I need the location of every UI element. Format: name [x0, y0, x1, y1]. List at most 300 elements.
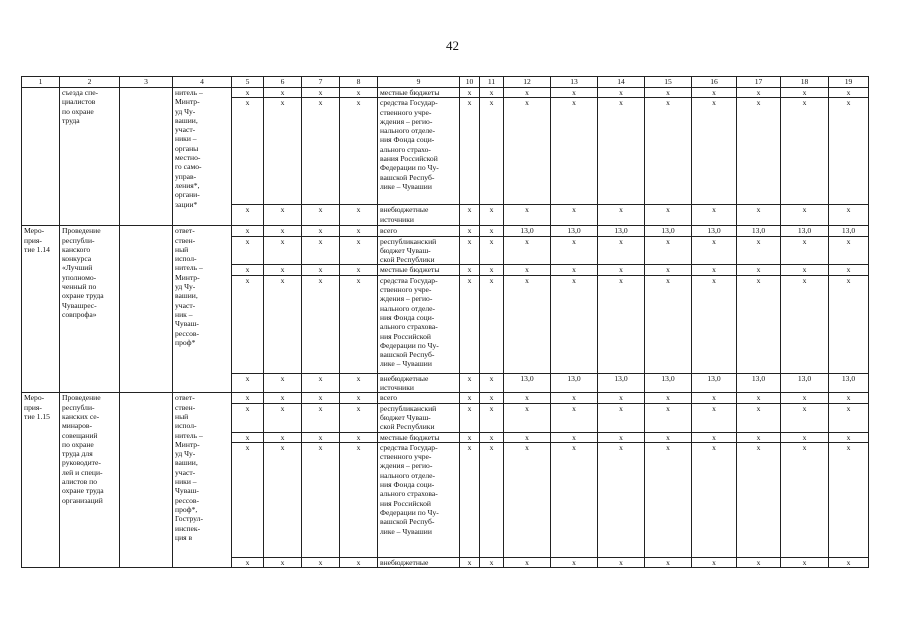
- value-cell-text: x: [356, 265, 361, 275]
- value-cell: [302, 236, 340, 265]
- value-cell-text: x: [712, 432, 716, 442]
- value-cell-text: x: [318, 432, 323, 442]
- value-cell: [737, 265, 781, 275]
- value-cell-text: x: [467, 98, 472, 108]
- value-cell-text: x: [802, 393, 807, 403]
- column-number: 18: [781, 77, 829, 88]
- column-number: 16: [692, 77, 737, 88]
- value-cell-text: x: [280, 393, 285, 403]
- funding-source-text: внебюджетные: [380, 557, 429, 567]
- value-cell: [829, 442, 869, 557]
- value-cell: [645, 393, 692, 403]
- value-cell: [264, 373, 302, 393]
- value-cell-text: x: [356, 275, 361, 285]
- value-cell-text: x: [489, 442, 494, 452]
- value-cell-text: x: [666, 88, 670, 97]
- value-cell: [781, 88, 829, 98]
- value-cell-text: x: [525, 88, 529, 97]
- value-cell: [302, 403, 340, 432]
- value-cell-text: x: [666, 557, 670, 567]
- value-cell-text: x: [802, 98, 807, 108]
- value-cell: [692, 373, 737, 393]
- value-cell: [232, 403, 264, 432]
- value-cell: [460, 557, 480, 567]
- value-cell: [340, 393, 378, 403]
- value-cell: [232, 393, 264, 403]
- value-cell-text: x: [525, 432, 529, 442]
- value-cell-text: x: [712, 403, 716, 413]
- value-cell: [598, 265, 645, 275]
- value-cell-text: 13,0: [751, 226, 766, 236]
- value-cell-text: x: [489, 265, 494, 275]
- value-cell-text: x: [318, 265, 323, 275]
- executor-text: ответ- ствен- ный испол- нитель – Минтр- уд Чу- вашии, участ- ник – Чуваш- рессов- проф*: [175, 226, 203, 347]
- value-cell-text: x: [318, 236, 323, 246]
- value-cell: [302, 393, 340, 403]
- value-cell: [480, 442, 504, 557]
- value-cell-text: x: [666, 275, 670, 285]
- value-cell-text: x: [467, 236, 472, 246]
- value-cell: [340, 205, 378, 226]
- value-cell: [264, 236, 302, 265]
- value-cell: [460, 265, 480, 275]
- column-number: 5: [232, 77, 264, 88]
- value-cell: [340, 226, 378, 236]
- value-cell: [551, 98, 598, 205]
- value-cell-text: x: [280, 98, 285, 108]
- value-cell-text: x: [802, 403, 807, 413]
- value-cell-text: x: [467, 265, 472, 275]
- column-number: 12: [504, 77, 551, 88]
- value-cell: [480, 432, 504, 442]
- value-cell-text: x: [802, 88, 807, 97]
- value-cell-text: x: [489, 275, 494, 285]
- value-cell: [829, 236, 869, 265]
- value-cell-text: x: [280, 236, 285, 246]
- value-cell: [598, 236, 645, 265]
- value-cell: [598, 442, 645, 557]
- activity-name: [60, 88, 120, 226]
- value-cell-text: x: [356, 557, 361, 567]
- value-cell-text: 13,0: [707, 373, 721, 383]
- value-cell: [504, 275, 551, 373]
- value-cell: [598, 373, 645, 393]
- value-cell: [829, 265, 869, 275]
- activity-name-text: Проведение республи- канских се- минаров- совещаний по охране труда для руководите- лей и специ- алистов по охране труда организаций: [62, 393, 104, 505]
- value-cell-text: x: [356, 373, 361, 383]
- value-cell: [598, 88, 645, 98]
- value-cell: [737, 442, 781, 557]
- value-cell: [737, 205, 781, 226]
- value-cell: [598, 98, 645, 205]
- value-cell: [737, 557, 781, 567]
- value-cell-text: x: [467, 403, 472, 413]
- value-cell: [264, 226, 302, 236]
- value-cell-text: x: [489, 432, 494, 442]
- value-cell: [598, 226, 645, 236]
- value-cell-text: x: [619, 557, 623, 567]
- value-cell-text: x: [802, 432, 807, 442]
- value-cell: [781, 265, 829, 275]
- value-cell-text: x: [572, 275, 576, 285]
- value-cell-text: 13,0: [707, 226, 721, 236]
- executor: [173, 226, 232, 393]
- value-cell: [829, 557, 869, 567]
- funding-source-text: местные бюджеты: [380, 265, 440, 275]
- value-cell-text: x: [572, 88, 576, 97]
- value-cell-text: x: [756, 432, 761, 442]
- value-cell: [781, 403, 829, 432]
- value-cell-text: x: [572, 442, 576, 452]
- funding-source-text: республиканский бюджет Чуваш- ской Республики: [380, 236, 437, 265]
- value-cell-text: x: [489, 226, 494, 236]
- value-cell: [781, 226, 829, 236]
- value-cell-text: x: [619, 393, 623, 403]
- value-cell: [264, 205, 302, 226]
- funding-source: [378, 275, 460, 373]
- value-cell-text: x: [318, 403, 323, 413]
- value-cell: [480, 205, 504, 226]
- value-cell-text: x: [245, 205, 250, 215]
- value-cell: [551, 432, 598, 442]
- value-cell: [302, 442, 340, 557]
- value-cell-text: x: [245, 442, 250, 452]
- column-number: 1: [22, 77, 60, 88]
- value-cell-text: x: [245, 88, 250, 97]
- value-cell: [781, 275, 829, 373]
- value-cell-text: x: [318, 393, 323, 403]
- value-cell-text: x: [712, 236, 716, 246]
- value-cell: [504, 373, 551, 393]
- value-cell: [692, 442, 737, 557]
- value-cell-text: x: [666, 265, 670, 275]
- activity-name: [60, 393, 120, 568]
- value-cell: [829, 432, 869, 442]
- value-cell-text: x: [280, 373, 285, 383]
- column-number: 15: [645, 77, 692, 88]
- value-cell: [302, 226, 340, 236]
- value-cell: [692, 403, 737, 432]
- value-cell: [232, 265, 264, 275]
- table-row: [22, 88, 869, 98]
- value-cell: [737, 88, 781, 98]
- value-cell-text: x: [356, 442, 361, 452]
- value-cell-text: x: [756, 88, 761, 97]
- value-cell-text: x: [846, 275, 851, 285]
- value-cell: [340, 98, 378, 205]
- value-cell-text: 13,0: [661, 373, 675, 383]
- value-cell-text: x: [356, 393, 361, 403]
- value-cell: [480, 88, 504, 98]
- value-cell-text: x: [525, 205, 529, 215]
- value-cell: [645, 442, 692, 557]
- value-cell: [551, 557, 598, 567]
- value-cell-text: x: [280, 88, 285, 97]
- page-number: 42: [446, 38, 459, 53]
- budget-table: [21, 76, 869, 568]
- value-cell: [232, 205, 264, 226]
- value-cell-text: x: [666, 236, 670, 246]
- value-cell-text: x: [802, 442, 807, 452]
- value-cell: [737, 275, 781, 373]
- value-cell: [264, 275, 302, 373]
- value-cell: [598, 393, 645, 403]
- value-cell: [645, 265, 692, 275]
- value-cell: [232, 373, 264, 393]
- value-cell-text: x: [802, 265, 807, 275]
- funding-source: [378, 432, 460, 442]
- value-cell-text: x: [467, 226, 472, 236]
- value-cell-text: x: [525, 403, 529, 413]
- value-cell-text: x: [712, 442, 716, 452]
- table-body: [22, 88, 869, 568]
- activity-name-text: Проведение республи- канского конкурса «Лучший уполномо- ченный по охране труда Чувашрес- совпрофа»: [62, 226, 104, 319]
- value-cell: [781, 236, 829, 265]
- value-cell-text: x: [666, 98, 670, 108]
- measure-label: [22, 88, 60, 226]
- funding-source-text: внебюджетные источники: [380, 205, 429, 224]
- value-cell: [232, 236, 264, 265]
- value-cell-text: x: [356, 226, 361, 236]
- value-cell-text: x: [467, 393, 472, 403]
- value-cell-text: 13,0: [520, 373, 534, 383]
- funding-source-text: республиканский бюджет Чуваш- ской Республики: [380, 403, 437, 432]
- value-cell: [692, 205, 737, 226]
- funding-source-text: средства Государ- ственного учре- ждения – регио- нального отделе- ния Фонда соци- ального страхо- вания Российской Федерации по Чу- вашской Респуб- лике – Чувашии: [380, 98, 439, 191]
- funding-source-text: местные бюджеты: [380, 88, 440, 97]
- column-numbers-row: [22, 77, 869, 88]
- value-cell: [340, 265, 378, 275]
- value-cell-text: x: [666, 393, 670, 403]
- measure-label-text: Меро- прия- тие 1.15: [24, 393, 50, 421]
- value-cell: [692, 236, 737, 265]
- value-cell-text: x: [525, 236, 529, 246]
- funding-source: [378, 265, 460, 275]
- value-cell: [480, 557, 504, 567]
- table-row: [22, 226, 869, 236]
- column-number: 7: [302, 77, 340, 88]
- value-cell: [645, 432, 692, 442]
- funding-source-text: средства Государ- ственного учре- ждения – регио- нального отделе- ния Фонда соци- ального страхова- ния Российской Федерации по Чу- вашской Респуб- лике – Чувашии: [380, 275, 439, 369]
- value-cell: [692, 98, 737, 205]
- value-cell-text: x: [846, 403, 851, 413]
- value-cell-text: x: [756, 557, 761, 567]
- funding-source: [378, 226, 460, 236]
- funding-source: [378, 557, 460, 567]
- value-cell: [340, 557, 378, 567]
- value-cell-text: x: [489, 373, 494, 383]
- value-cell: [829, 275, 869, 373]
- value-cell-text: x: [245, 98, 250, 108]
- value-cell: [460, 236, 480, 265]
- value-cell: [551, 403, 598, 432]
- column-number: 17: [737, 77, 781, 88]
- value-cell-text: 13,0: [751, 373, 766, 383]
- value-cell-text: x: [467, 275, 472, 285]
- value-cell-text: x: [318, 88, 323, 97]
- value-cell: [232, 98, 264, 205]
- value-cell: [302, 98, 340, 205]
- value-cell-text: x: [467, 432, 472, 442]
- value-cell: [504, 205, 551, 226]
- column-number: 19: [829, 77, 869, 88]
- value-cell: [504, 432, 551, 442]
- table-row: [22, 393, 869, 403]
- value-cell: [460, 393, 480, 403]
- value-cell: [232, 226, 264, 236]
- value-cell-text: x: [756, 265, 761, 275]
- value-cell: [645, 557, 692, 567]
- value-cell-text: x: [572, 393, 576, 403]
- executor: [173, 88, 232, 226]
- value-cell-text: x: [356, 88, 361, 97]
- value-cell: [302, 432, 340, 442]
- value-cell: [829, 205, 869, 226]
- value-cell: [504, 265, 551, 275]
- value-cell-text: x: [572, 403, 576, 413]
- value-cell-text: x: [846, 236, 851, 246]
- value-cell-text: x: [467, 442, 472, 452]
- value-cell: [551, 265, 598, 275]
- value-cell-text: x: [525, 557, 529, 567]
- value-cell: [645, 236, 692, 265]
- activity-name: [60, 226, 120, 393]
- value-cell: [232, 432, 264, 442]
- value-cell-text: x: [318, 557, 323, 567]
- funding-source-text: всего: [380, 393, 398, 403]
- value-cell-text: x: [619, 88, 623, 97]
- value-cell: [829, 393, 869, 403]
- value-cell-text: x: [572, 205, 576, 215]
- value-cell-text: x: [756, 403, 761, 413]
- value-cell: [551, 236, 598, 265]
- value-cell: [264, 442, 302, 557]
- funding-source-text: всего: [380, 226, 398, 236]
- value-cell-text: x: [666, 432, 670, 442]
- value-cell: [551, 88, 598, 98]
- value-cell-text: x: [467, 205, 472, 215]
- value-cell-text: x: [280, 442, 285, 452]
- value-cell: [551, 373, 598, 393]
- funding-source-text: внебюджетные источники: [380, 373, 429, 393]
- value-cell: [264, 432, 302, 442]
- value-cell: [551, 442, 598, 557]
- measure-label-text: Меро- прия- тие 1.14: [24, 226, 50, 254]
- value-cell-text: x: [489, 88, 494, 97]
- value-cell: [264, 265, 302, 275]
- value-cell: [504, 236, 551, 265]
- value-cell-text: x: [712, 393, 716, 403]
- value-cell-text: x: [572, 236, 576, 246]
- value-cell-text: x: [846, 98, 851, 108]
- value-cell-text: x: [619, 403, 623, 413]
- value-cell: [781, 373, 829, 393]
- value-cell-text: x: [712, 205, 716, 215]
- value-cell: [504, 442, 551, 557]
- value-cell-text: x: [572, 265, 576, 275]
- funding-source: [378, 98, 460, 205]
- value-cell-text: x: [489, 98, 494, 108]
- value-cell: [829, 226, 869, 236]
- measure-label: [22, 393, 60, 568]
- value-cell-text: x: [802, 205, 807, 215]
- value-cell-text: x: [245, 226, 250, 236]
- funding-source: [378, 442, 460, 557]
- value-cell: [480, 373, 504, 393]
- value-cell-text: x: [756, 205, 761, 215]
- value-cell-text: x: [619, 442, 623, 452]
- value-cell-text: x: [846, 393, 851, 403]
- value-cell-text: x: [846, 205, 851, 215]
- value-cell-text: x: [467, 557, 472, 567]
- value-cell: [302, 265, 340, 275]
- value-cell: [264, 98, 302, 205]
- empty-column-3: [120, 88, 173, 226]
- value-cell-text: x: [280, 403, 285, 413]
- value-cell-text: x: [467, 373, 472, 383]
- value-cell-text: x: [525, 98, 529, 108]
- executor: [173, 393, 232, 568]
- value-cell: [302, 373, 340, 393]
- value-cell: [264, 403, 302, 432]
- value-cell: [737, 226, 781, 236]
- column-number: 14: [598, 77, 645, 88]
- value-cell-text: x: [245, 265, 250, 275]
- value-cell-text: x: [245, 403, 250, 413]
- value-cell: [645, 98, 692, 205]
- value-cell: [645, 226, 692, 236]
- value-cell-text: x: [756, 236, 761, 246]
- value-cell-text: x: [356, 98, 361, 108]
- value-cell-text: x: [756, 98, 761, 108]
- value-cell: [340, 275, 378, 373]
- value-cell-text: x: [712, 88, 716, 97]
- value-cell: [829, 98, 869, 205]
- value-cell: [737, 236, 781, 265]
- value-cell: [598, 557, 645, 567]
- value-cell: [737, 432, 781, 442]
- value-cell: [264, 88, 302, 98]
- value-cell: [504, 393, 551, 403]
- value-cell-text: x: [318, 205, 323, 215]
- value-cell: [460, 275, 480, 373]
- value-cell-text: x: [280, 275, 285, 285]
- value-cell: [645, 88, 692, 98]
- value-cell: [480, 236, 504, 265]
- value-cell-text: x: [245, 432, 250, 442]
- value-cell-text: x: [666, 205, 670, 215]
- empty-column-3: [120, 226, 173, 393]
- value-cell: [781, 98, 829, 205]
- value-cell: [692, 393, 737, 403]
- value-cell-text: x: [619, 236, 623, 246]
- value-cell: [781, 205, 829, 226]
- value-cell-text: x: [280, 205, 285, 215]
- value-cell-text: x: [356, 205, 361, 215]
- value-cell-text: x: [846, 442, 851, 452]
- value-cell: [480, 393, 504, 403]
- value-cell-text: x: [846, 557, 851, 567]
- value-cell-text: x: [245, 373, 250, 383]
- value-cell-text: x: [712, 265, 716, 275]
- column-number: 10: [460, 77, 480, 88]
- value-cell-text: x: [489, 403, 494, 413]
- value-cell-text: x: [802, 236, 807, 246]
- funding-source: [378, 88, 460, 98]
- executor-text: нитель – Минтр- уд Чу- вашии, участ- ники – органы местно- го само- управ- ления*, органи- зации*: [175, 88, 203, 209]
- column-number: 8: [340, 77, 378, 88]
- value-cell-text: x: [356, 432, 361, 442]
